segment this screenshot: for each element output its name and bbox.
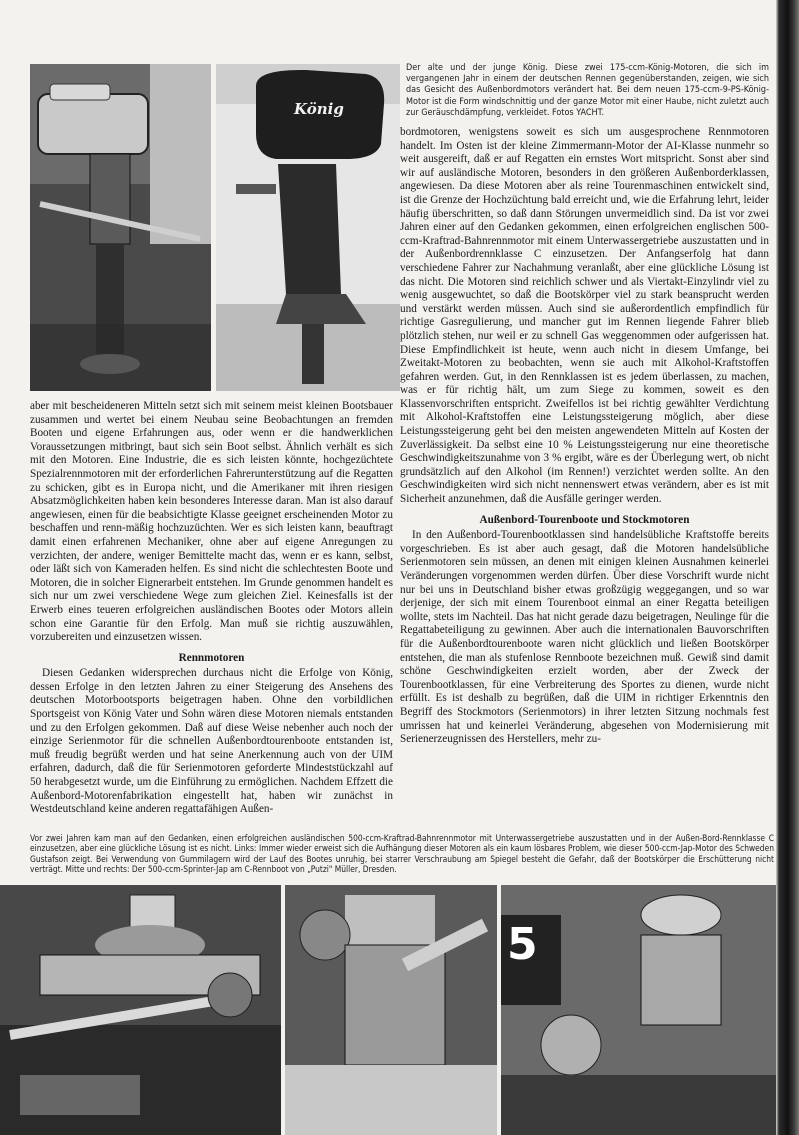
photo-jap-motor-gustafson bbox=[0, 885, 281, 1135]
page-edge bbox=[776, 0, 799, 1135]
left-column bbox=[30, 400, 393, 818]
photo-new-koenig-motor bbox=[216, 64, 400, 391]
right-paragraph-1: bordmotoren, wenigstens soweit es sich um ausgesprochene Rennmotoren handelt. Im Osten ist der kleine Zimmermann-Motor der AI-Klasse nunmehr so weit ausgereift, daß er auf Regatten ein ernstes Wort mitspricht. Sonst aber sind wir auf ausländische Motoren, besonders in den größeren Außenborderklassen, angewiesen. Da diese Motoren aber als reine Tourenmaschinen entwickelt sind, ist die Grenze der Hochzüchtung bald erreicht und, wie die Erfahrung lehrt, leider häufig überschritten, so daß dann Störungen unvermeidlich sind. Da ist vor zwei Jahren einer auf den Gedanken gekommen, einen erfolgreichen englischen 500-ccm-Kraftrad-Bahnrennmotor mit einem Unterwassergetriebe auszustatten und in der Außenbordrennklasse C einzusetzen. Der Anfangserfolg hat dann verschiedene Fahrer zur Nachahmung veranlaßt, aber eine glückliche Lösung ist das nicht. Die Motoren sind reichlich schwer und als Viertakt-Einzylindr viel zu wenig ausgewuchtet, so daß die Bootskörper viel zu stark beansprucht werden und verstärkt werden müssen. Auch sind sie außerordentlich empfindlich für richtige Gasregulierung, und mancher gut im Rennen liegende Fahrer blieb plötzlich stehen, nur weil er zu schnell Gas weggenommen oder aufgerissen hat. Diese Empfindlichkeit ist heute, wenn auch nicht in diesem Umfange, bei Zweitakt-Motoren zu beobachten, wenn sie auch mit Alkohol-Kraftstoffen gefahren werden. Gut, in den Rennklassen ist es jedem überlassen, zu machen, was er für richtig hält, um zum Siege zu kommen, soweit es den Klassenvorschriften entspricht. Zweifellos ist bei richtig gewählter Verdichtung mit Alkohol-Kraftstoffen eine Leistungssteigerung möglich, aber diese Leistungssteigerung geht bei den meisten angewendeten Mitteln auf Kosten der Zuverlässigkeit. Da selbst eine 10 % Leistungssteigerung nur eine theoretische Geschwindigkeitszunahme von 3 % ergibt, wäre es der Überlegung wert, ob nicht grundsätzlich auf den Alkohol (im Rennen!) verzichtet werden sollte. An den Geschwindigkeiten wird sich nicht nennenswert etwas verändern, aber es ist mit Sicherheit anzunehmen, daß die Ausfälle geringer werden. bbox=[400, 126, 769, 506]
photo-sprinter-jap-middle bbox=[285, 885, 497, 1135]
heading-rennmotoren: Rennmotoren bbox=[178, 651, 245, 664]
race-number: 5 bbox=[507, 919, 538, 970]
left-paragraph-1: aber mit bescheideneren Mitteln setzt sich mit seinem meist kleinen Bootsbauer zusammen und wertet bei einem Neubau seine Beobachtungen an fremden Booten und eigene Erfahrungen aus, oder wenn er die handwerklichen Voraussetzungen mitbringt, baut sich sein Boot selbst. Ähnlich verhält es sich mit den Motoren. Eine Industrie, die es sich leisten könnte, hochgezüchtete Spezialrennmotoren mit der erforderlichen Fahrerunterstützung auf die Regatten zu schicken, gibt es in Europa nicht, und die Amerikaner mit ihren riesigen Absatzmöglichkeiten haben kein besonderes Interesse daran. Man ist also darauf angewiesen, einen für die beabsichtigte Klasse geeignet erscheinenden Motor zu beschaffen und renn-mäßig hochzuzüchten. Wer es sich leisten kann, beauftragt damit einen erfahrenen Mechaniker, ohne aber auf eigene Anregungen zu verzichten, der andere, weniger Bemittelte macht das, wenn er es kann, selbst, oder läßt sich von Kameraden helfen. Es sind nicht die schlechtesten Boote und Motoren, die in solcher Eignerarbeit entstehen. Im Grunde genommen handelt es sich nur um zwei verschiedene Wege zum gleichen Ziel. Keinesfalls ist der Erwerb eines teueren erfolgreichen ausländischen Bootes oder Motors allein schon eine Garantie für den Erfolg. Man muß sie richtig auszuwählen, vorzubereiten und einzusetzen wissen. bbox=[30, 400, 393, 644]
right-column bbox=[400, 126, 769, 818]
left-paragraph-2: Diesen Gedanken widersprechen durchaus nicht die Erfolge von König, dessen Erfolge in den letzten Jahren zu einer Steigerung des Ansehens des deutschen Motorbootsports beigetragen haben. Ohne den vorbildlichen Sportsgeist von König Vater und Sohn wären diese Motoren niemals entstanden und zu den Erfolgen gekommen. Daß auf diese Weise nebenher auch noch der einzige Serienmotor für die schnellen Außenbordtourenboote entstanden ist, muß freudig begrüßt werden und hat seine Anerkennung auch von der UIM erfahren, dadurch, daß die für Serienmotoren geforderte Mindeststückzahl auf 50 herabgesetzt wurde, um die Einführung zu ermöglichen. Nachdem Effzett die Außenbord-Motorenfabrikation eingestellt hat, haben wir zunächst in Westdeutschland keine anderen regattafähigen Außen- bbox=[30, 667, 393, 816]
heading-aussenbord-tourenboote: Außenbord-Tourenboote und Stockmotoren bbox=[479, 513, 690, 526]
photo-sprinter-jap-right bbox=[501, 885, 776, 1135]
caption-top: Der alte und der junge König. Diese zwei 175-ccm-König-Motoren, die sich im vergangenen Jahr in einem der deutschen Rennen gegenüberstanden, zeigen, wie sich das Gesicht des Außenbordmotors verändert hat. Bei dem neuen 175-ccm-9-PS-König-Motor ist die Form windschnittig und der ganze Motor mit einer Haube, nicht zuletzt auch zur Geräuschdämpfung, verkleidet. Fotos YACHT. bbox=[406, 63, 769, 118]
koenig-logo: König bbox=[294, 100, 344, 118]
caption-bottom: Vor zwei Jahren kam man auf den Gedanken, einen erfolgreichen ausländischen 500-ccm-Kraftrad-Bahnrennmotor mit Unterwassergetriebe auszustatten und in der Außen-Bord-Rennklasse C einzusetzen, aber eine glückliche Lösung ist es nicht. Links: Immer wieder erweist sich die Aufhängung dieser Motoren als ein kaum lösbares Problem, wie dieser 500-ccm-Jap-Motor des Schweden Gustafson zeigt. Bei Verwendung von Gummilagern wird der Lauf des Bootes unruhig, bei starrer Verschraubung am Spiegel besteht die Gefahr, daß der Bootskörper die Erschütterung nicht verträgt. Mitte und rechts: Der 500-ccm-Sprinter-Jap am C-Rennboot von „Putzi" Müller, Dresden. bbox=[30, 833, 774, 875]
photo-old-koenig-motor bbox=[30, 64, 211, 391]
right-paragraph-2: In den Außenbord-Tourenbootklassen sind handelsübliche Kraftstoffe bereits vorgeschrieben. Es ist aber auch gesagt, daß die Motoren handelsübliche Serienmotoren sein müssen, an denen mit einigen kleinen Ausnahmen keinerlei Veränderungen vorgenommen werden dürfen. Über diese Vorschrift wurde nicht nur bei uns in Deutschland bisher etwas großzügig weggegangen, und so war derjenige, der sich mit einem Tourenboot einmal an einer Regatta beteiligen wollte, stets im Nachteil. Das hat nicht gerade dazu beigetragen, Neulinge für die Regattabeteiligung zu gewinnen. Aber auch die internationalen Bauvorschriften für die Außenbordtourenboote waren nicht glücklich und ließen Bootskörper entstehen, die man als stufenlose Rennboote bezeichnen muß. Gewiß sind damit schöne Geschwindigkeiten erzielt worden, aber der Zweck der Tourenbootklassen, für eine Verbreiterung des Sportes zu dienen, wurde nicht erfüllt. Es ist deshalb zu begrüßen, daß die UIM in richtiger Erkenntnis den Begriff des Stockmotors (Serienmotors) in ihrer letzten Sitzung nochmals fest umrissen hat und keinerlei Veränderung, abgesehen von Modernisierung mit Serienerzeugnissen des Herstellers, mehr zu- bbox=[400, 529, 769, 746]
